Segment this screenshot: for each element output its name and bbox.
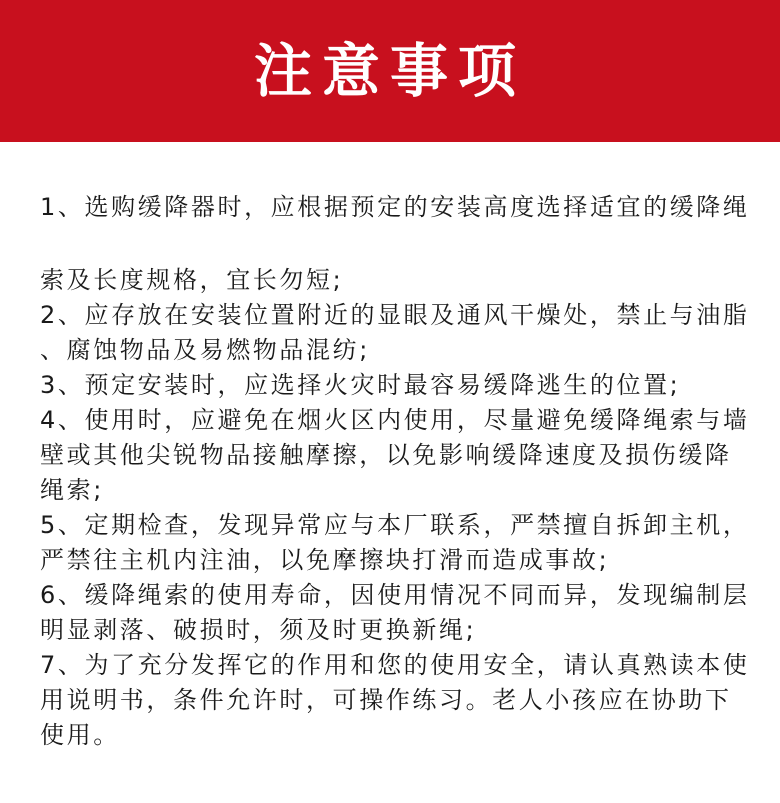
note-line: 3、预定安装时，应选择火灾时最容易缓降逃生的位置;: [40, 371, 681, 399]
page-title: 注意事项: [253, 37, 526, 105]
note-line: 用说明书，条件允许时，可操作练习。老人小孩应在协助下: [40, 686, 732, 714]
header-banner: [0, 0, 780, 142]
note-line: 7、为了充分发挥它的作用和您的使用安全，请认真熟读本使: [40, 651, 750, 679]
note-line: 5、定期检查，发现异常应与本厂联系，严禁擅自拆卸主机，: [40, 511, 750, 539]
notes-body: [40, 190, 750, 753]
note-line: 严禁往主机内注油，以免摩擦块打滑而造成事故;: [40, 546, 610, 574]
note-line: 、腐蚀物品及易燃物品混纺;: [40, 336, 370, 364]
note-line: 绳索;: [40, 476, 104, 504]
note-line: 2、应存放在安装位置附近的显眼及通风干燥处，禁止与油脂: [40, 301, 750, 329]
note-line: 明显剥落、破损时，须及时更换新绳;: [40, 616, 477, 644]
note-line: 1、选购缓降器时，应根据预定的安装高度选择适宜的缓降绳: [40, 193, 750, 221]
note-line: 索及长度规格，宜长勿短;: [40, 266, 344, 294]
line-gap: [40, 225, 745, 263]
note-line: 使用。: [40, 721, 120, 749]
note-line: 6、缓降绳索的使用寿命，因使用情况不同而异，发现编制层: [40, 581, 750, 609]
note-line: 壁或其他尖锐物品接触摩擦，以免影响缓降速度及损伤缓降: [40, 441, 732, 469]
note-line: 4、使用时，应避免在烟火区内使用，尽量避免缓降绳索与墙: [40, 406, 750, 434]
